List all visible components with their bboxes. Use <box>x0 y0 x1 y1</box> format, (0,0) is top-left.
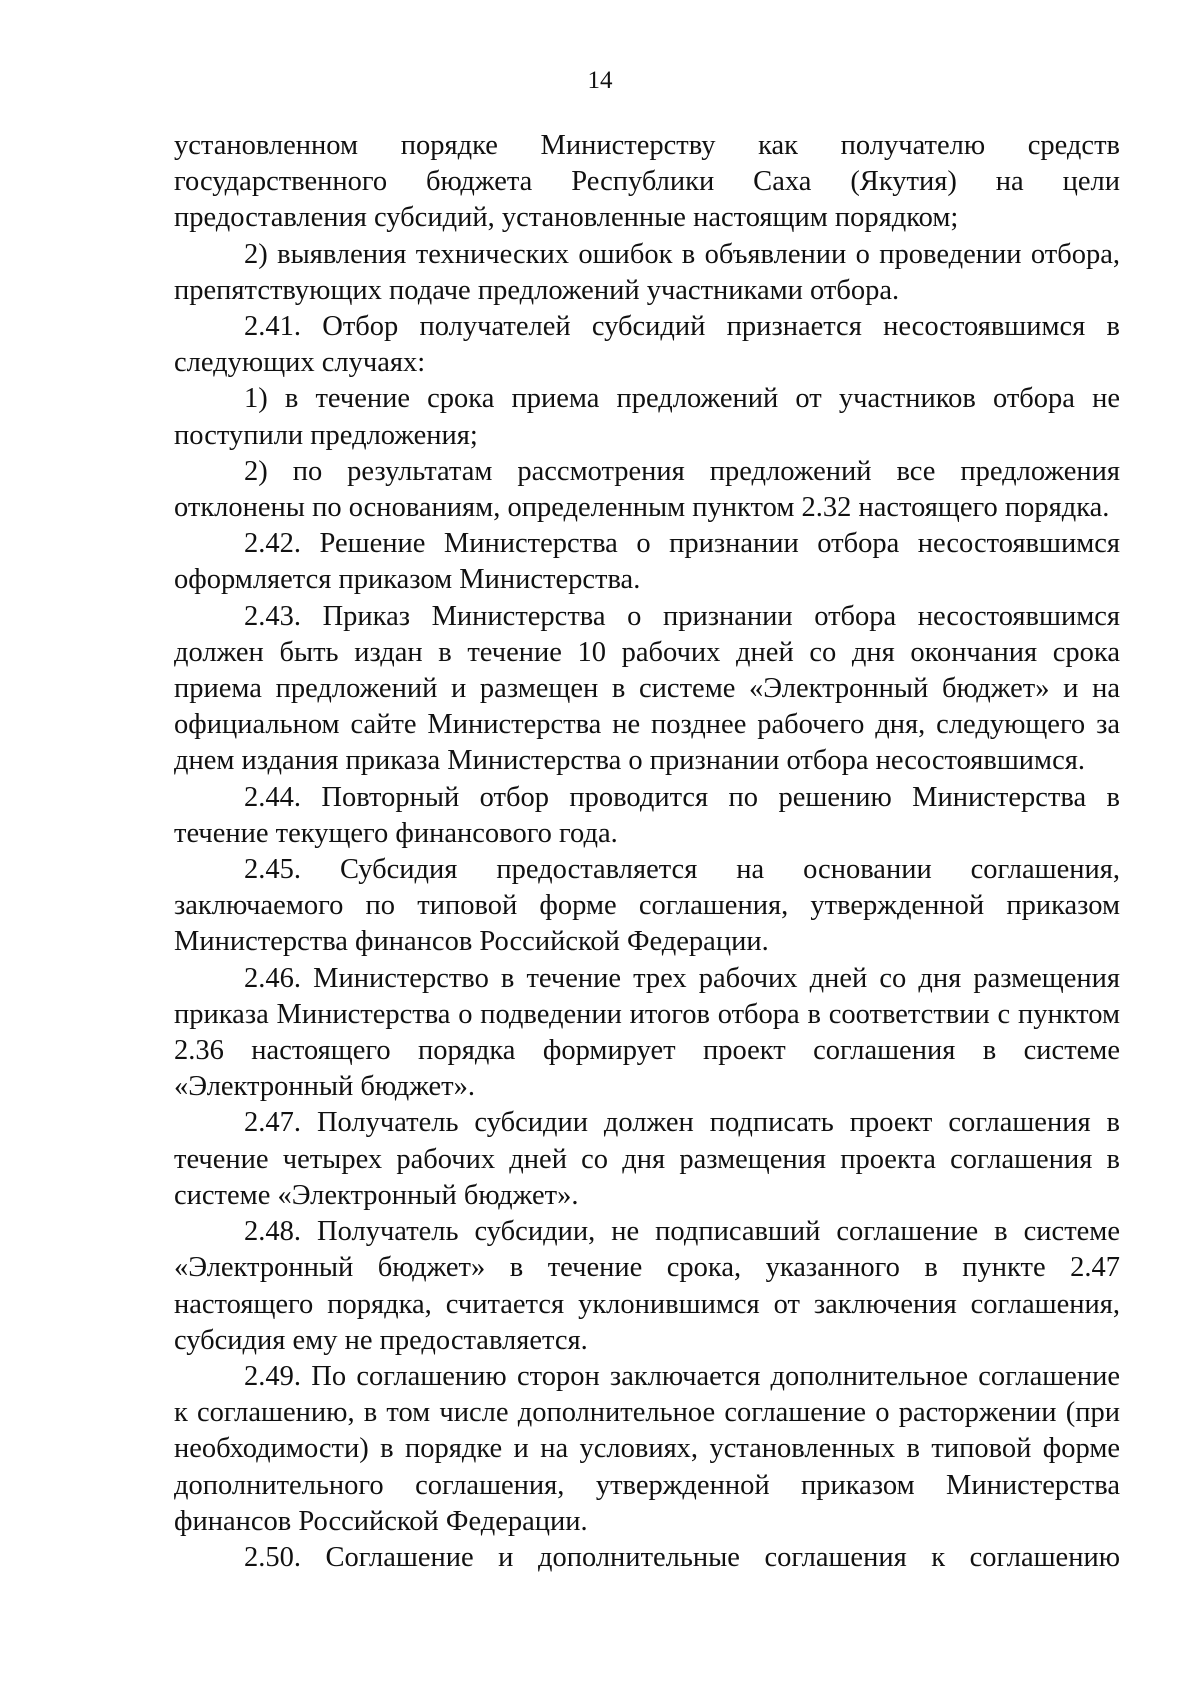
paragraph-2-43: 2.43. Приказ Министерства о признании отбора несостоявшимся должен быть издан в течение 10 рабочих дней со дня окончания срока приема предложений и размещен в системе «Электронный бюджет» и на официальном сайте Министерства не позднее рабочего дня, следующего за днем издания приказа Министерства о признании отбора несостоявшимся. <box>174 600 1120 777</box>
paragraph-2-44: 2.44. Повторный отбор проводится по решению Министерства в течение текущего финансового года. <box>174 781 1120 849</box>
paragraph-2-45: 2.45. Субсидия предоставляется на основании соглашения, заключаемого по типовой форме соглашения, утвержденной приказом Министерства финансов Российской Федерации. <box>174 854 1120 958</box>
paragraph-continuation: установленном порядке Министерству как получателю средств государственного бюджета Республики Саха (Якутия) на цели предоставления субсидий, установленные настоящим порядком; <box>174 130 1120 234</box>
paragraph-2-41: 2.41. Отбор получателей субсидий признается несостоявшимся в следующих случаях: <box>174 311 1120 379</box>
document-body <box>174 128 1120 1576</box>
paragraph-item-2: 2) выявления технических ошибок в объявлении о проведении отбора, препятствующих подаче предложений участниками отбора. <box>174 238 1120 306</box>
paragraph-2-49: 2.49. По соглашению сторон заключается дополнительное соглашение к соглашению, в том числе дополнительное соглашение о расторжении (при необходимости) в порядке и на условиях, установленных в типовой форме дополнительного соглашения, утвержденной приказом Министерства финансов Российской Федерации. <box>174 1360 1120 1537</box>
paragraph-2-50: 2.50. Соглашение и дополнительные соглашения к соглашению <box>244 1541 1120 1573</box>
page-number: 14 <box>587 67 613 94</box>
paragraph-2-46: 2.46. Министерство в течение трех рабочих дней со дня размещения приказа Министерства о подведении итогов отбора в соответствии с пунктом 2.36 настоящего порядка формирует проект соглашения в системе «Электронный бюджет». <box>174 962 1120 1103</box>
paragraph-2-48: 2.48. Получатель субсидии, не подписавший соглашение в системе «Электронный бюджет» в течение срока, указанного в пункте 2.47 настоящего порядка, считается уклонившимся от заключения соглашения, субсидия ему не предоставляется. <box>174 1216 1120 1356</box>
paragraph-2-41-item-1: 1) в течение срока приема предложений от участников отбора не поступили предложения; <box>174 383 1120 451</box>
paragraph-2-42: 2.42. Решение Министерства о признании отбора несостоявшимся оформляется приказом Министерства. <box>174 528 1120 596</box>
paragraph-2-41-item-2: 2) по результатам рассмотрения предложений все предложения отклонены по основаниям, определенным пунктом 2.32 настоящего порядка. <box>174 455 1120 524</box>
paragraph-2-47: 2.47. Получатель субсидии должен подписать проект соглашения в течение четырех рабочих дней со дня размещения проекта соглашения в системе «Электронный бюджет». <box>174 1107 1120 1211</box>
